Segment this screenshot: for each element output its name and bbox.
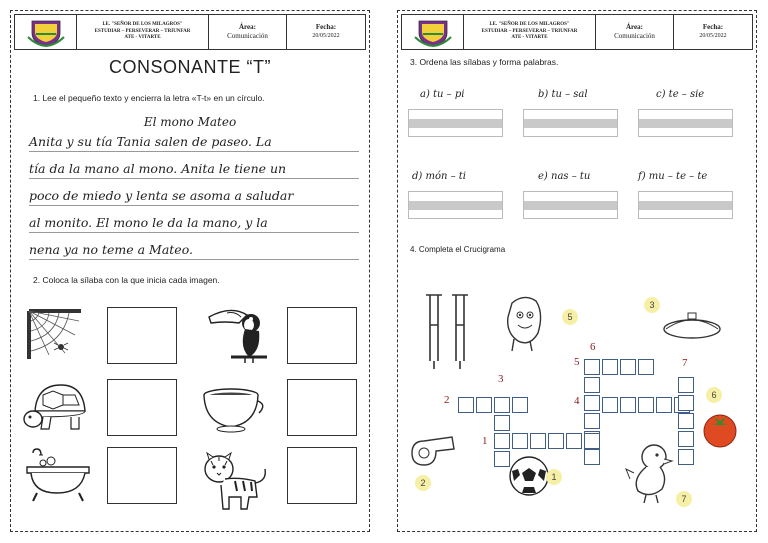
area-cell: [596, 15, 674, 49]
tomato-image: [700, 409, 740, 453]
picture-number-2: 2: [415, 475, 431, 491]
crossword-cell[interactable]: [530, 433, 546, 449]
date-cell: [674, 15, 752, 49]
date-label: Fecha:: [702, 23, 724, 31]
bird-image: [624, 439, 674, 509]
answer-box-turtle[interactable]: [107, 379, 177, 436]
crossword-cell[interactable]: [476, 397, 492, 413]
school-name: I.E. "SEÑOR DE LOS MILAGROS": [489, 22, 570, 28]
worksheet-header: [14, 14, 366, 50]
syllables-e: e) nas – tu: [538, 171, 591, 182]
crossword-cell[interactable]: [620, 397, 636, 413]
crossword-cell[interactable]: [638, 359, 654, 375]
date-value: 20/05/2022: [312, 33, 340, 39]
spider-web-image: [25, 307, 95, 362]
clue-number-1: 1: [482, 435, 488, 447]
answer-box-a[interactable]: [408, 109, 503, 137]
area-value: Comunicación: [227, 32, 268, 40]
school-info: [77, 15, 209, 49]
clue-number-6: 6: [590, 341, 596, 353]
story-line: poco de miedo y lenta se asoma a saludar: [29, 188, 294, 203]
crossword-cell[interactable]: [512, 397, 528, 413]
cup-image: [197, 383, 267, 438]
syllables-a: a) tu – pi: [420, 89, 465, 100]
answer-box-d[interactable]: [408, 191, 503, 219]
clue-number-4: 4: [574, 395, 580, 407]
school-location: ATE - VITARTE: [511, 35, 548, 41]
crossword-cell[interactable]: [584, 433, 600, 449]
crossword-cell[interactable]: [584, 395, 600, 411]
crossword-cell[interactable]: [602, 359, 618, 375]
school-location: ATE - VITARTE: [124, 35, 161, 41]
page-title: CONSONANTE “T”: [109, 57, 271, 77]
answer-box-toucan[interactable]: [287, 307, 357, 364]
clue-number-3: 3: [498, 373, 504, 385]
bathtub-image: [23, 447, 93, 502]
syllables-f: f) mu – te – te: [638, 171, 708, 182]
area-label: Área:: [626, 23, 643, 31]
school-logo: [402, 15, 464, 49]
school-motto: ESTUDIAR – PERSEVERAR – TRIUNFAR: [94, 28, 191, 34]
crossword-cell[interactable]: [458, 397, 474, 413]
picture-number-5: 5: [562, 309, 578, 325]
crossword-cell[interactable]: [512, 433, 528, 449]
crossword-cell[interactable]: [678, 377, 694, 393]
soccer-ball-image: [508, 455, 550, 501]
syllables-d: d) món – ti: [412, 171, 466, 182]
school-logo: [15, 15, 77, 49]
answer-box-c[interactable]: [638, 109, 733, 137]
crossword-cell[interactable]: [656, 397, 672, 413]
answer-box-cup[interactable]: [287, 379, 357, 436]
question-1: 1. Lee el pequeño texto y encierra la letra «T-t» en un círculo.: [33, 93, 265, 103]
answer-box-bathtub[interactable]: [107, 447, 177, 504]
potato-character-image: [502, 293, 548, 359]
date-value: 20/05/2022: [699, 33, 727, 39]
school-info: [464, 15, 596, 49]
syllables-b: b) tu – sal: [538, 89, 588, 100]
area-label: Área:: [239, 23, 256, 31]
crossword-cell[interactable]: [548, 433, 564, 449]
answer-box-tiger[interactable]: [287, 447, 357, 504]
story-line: Anita y su tía Tania salen de paseo. La: [29, 134, 272, 149]
crossword-cell[interactable]: [678, 413, 694, 429]
date-cell: [287, 15, 365, 49]
worksheet-header: [401, 14, 753, 50]
worksheet-right: [397, 10, 757, 532]
whistle-image: [408, 429, 458, 473]
crossword-cell[interactable]: [494, 397, 510, 413]
crossword-cell[interactable]: [678, 395, 694, 411]
crossword-cell[interactable]: [566, 433, 582, 449]
crossword-cell[interactable]: [620, 359, 636, 375]
clue-number-2: 2: [444, 394, 450, 406]
area-value: Comunicación: [614, 32, 655, 40]
crossword-cell[interactable]: [494, 451, 510, 467]
clue-number-7: 7: [682, 357, 688, 369]
toucan-image: [201, 301, 271, 356]
story-line: al monito. El mono le da la mano, y la: [29, 215, 268, 230]
crossword-cell[interactable]: [494, 415, 510, 431]
answer-box-b[interactable]: [523, 109, 618, 137]
crossword-cell[interactable]: [602, 397, 618, 413]
answer-box-f[interactable]: [638, 191, 733, 219]
story-line: nena ya no teme a Mateo.: [29, 242, 193, 257]
story-line: tía da la mano al mono. Anita le tiene un: [29, 161, 287, 176]
crossword-cell[interactable]: [584, 359, 600, 375]
tiger-image: [195, 451, 265, 506]
crossword-cell[interactable]: [584, 377, 600, 393]
question-4: 4. Completa el Crucigrama: [410, 245, 506, 254]
syllables-c: c) te – sie: [656, 89, 705, 100]
clue-number-5: 5: [574, 356, 580, 368]
crossword-cell[interactable]: [584, 449, 600, 465]
question-3: 3. Ordena las sílabas y forma palabras.: [410, 57, 559, 67]
answer-box-e[interactable]: [523, 191, 618, 219]
picture-number-3: 3: [644, 297, 660, 313]
area-cell: [209, 15, 287, 49]
picture-number-6: 6: [706, 387, 722, 403]
story-title: El mono Mateo: [143, 115, 237, 129]
answer-box-spider-web[interactable]: [107, 307, 177, 364]
worksheet-left: [10, 10, 370, 532]
crutches-image: [420, 291, 476, 375]
crossword-cell[interactable]: [494, 433, 510, 449]
crossword-cell[interactable]: [678, 449, 694, 465]
crossword-cell[interactable]: [584, 413, 600, 429]
story-text: [29, 133, 359, 268]
turtle-image: [23, 377, 93, 432]
date-label: Fecha:: [315, 23, 337, 31]
school-motto: ESTUDIAR – PERSEVERAR – TRIUNFAR: [481, 28, 578, 34]
question-2: 2. Coloca la sílaba con la que inicia cada imagen.: [33, 275, 220, 285]
lid-image: [660, 307, 724, 345]
crossword-cell[interactable]: [638, 397, 654, 413]
picture-number-7: 7: [676, 491, 692, 507]
crossword-cell[interactable]: [678, 431, 694, 447]
picture-number-1: 1: [546, 469, 562, 485]
school-name: I.E. "SEÑOR DE LOS MILAGROS": [102, 22, 183, 28]
